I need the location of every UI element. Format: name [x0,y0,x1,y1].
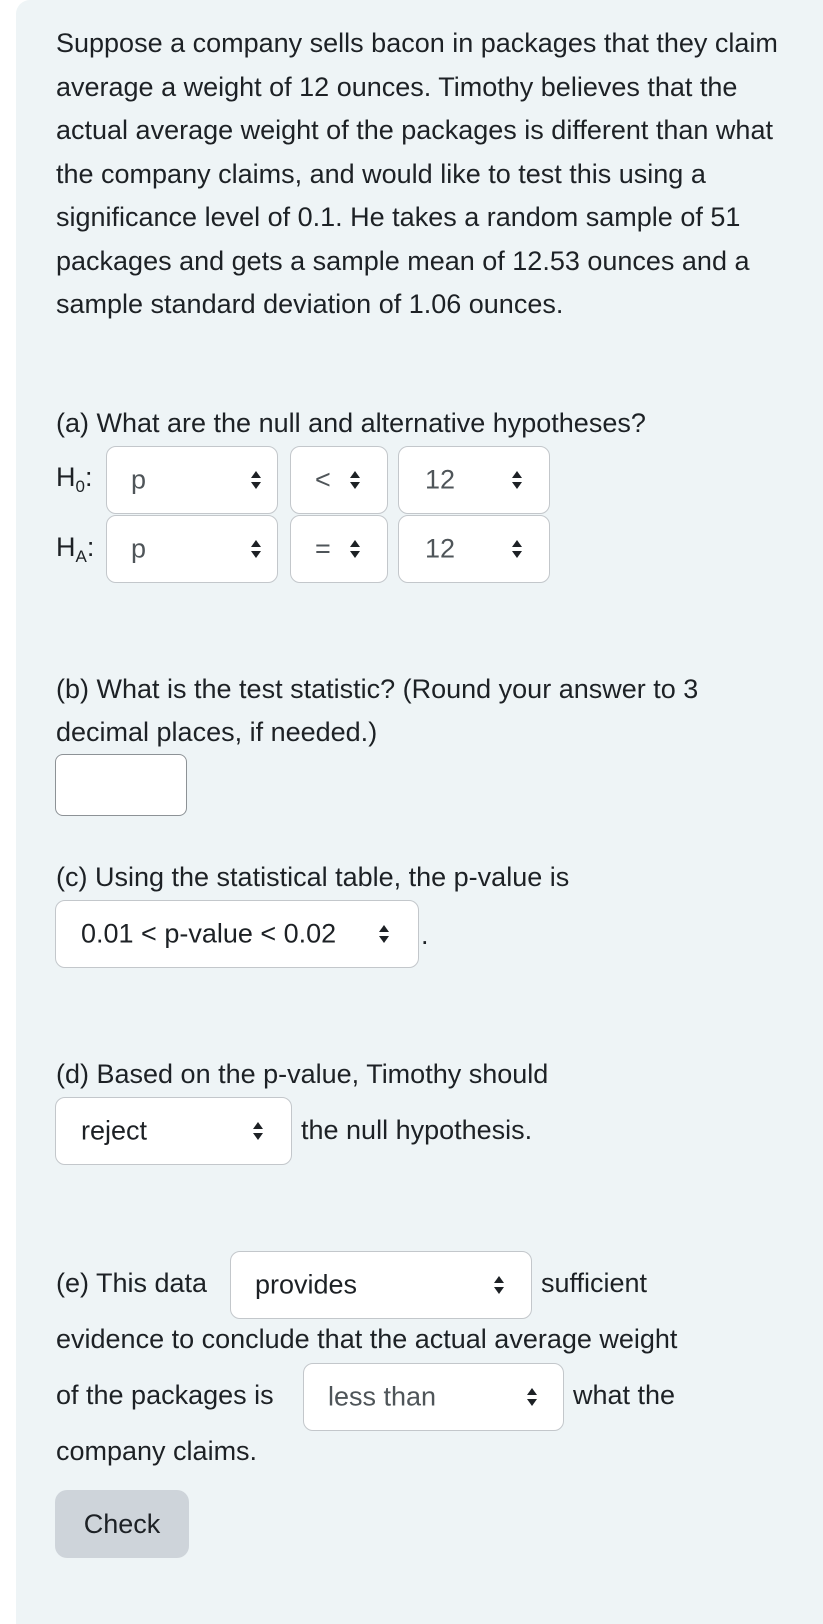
ha-parameter-select[interactable] [106,515,278,583]
evidence-selected: provides [255,1269,358,1300]
h0-operator-select[interactable] [290,446,388,514]
h0-label: $H_0$: [56,462,93,496]
part-c-suffix: . [421,920,429,950]
part-c-prompt: (c) Using the statistical table, the p-value is [56,862,570,892]
decision-select[interactable] [55,1097,292,1165]
ha-value: 12 [425,533,456,564]
part-e-line2: evidence to conclude that the actual average weight [56,1324,678,1354]
up-down-arrows-icon [349,539,361,559]
ha-label: $H_A$: [56,532,95,566]
h0-value: 12 [425,464,456,495]
test-statistic-input[interactable] [55,754,187,816]
evidence-select[interactable] [230,1251,532,1319]
part-a-prompt: (a) What are the null and alternative hypotheses? [56,408,646,438]
part-d-suffix: the null hypothesis. [301,1115,533,1145]
part-e-line3-suffix: what the [573,1380,676,1410]
up-down-arrows-icon [250,470,262,490]
up-down-arrows-icon [250,539,262,559]
part-e-line3-prefix: of the packages is [56,1380,274,1410]
h0-value-select[interactable] [398,446,550,514]
check-button[interactable]: Check [55,1490,189,1558]
h0-parameter-value: p [131,464,147,495]
up-down-arrows-icon [511,539,523,559]
direction-select[interactable] [303,1363,564,1431]
part-e-line4: company claims. [56,1436,258,1466]
h0-operator-value: < [315,464,331,495]
ha-parameter-value: p [131,533,147,564]
part-b-prompt-line2: decimal places, if needed.) [56,717,378,747]
ha-operator-value: = [315,533,331,564]
part-e-middle: sufficient [541,1268,648,1298]
up-down-arrows-icon [511,470,523,490]
direction-selected: less than [328,1381,437,1412]
up-down-arrows-icon [252,1121,264,1141]
question-text: Suppose a company sells bacon in packages that they claim average a weight of 12 ounces. Timothy believes that the actual average weight of the packages is different than what the company claims, and would like to test this using a significance level of 0.1. He takes a random sample of 51 packages and gets a sample mean of 12.53 ounces and a sample standard deviation of 1.06 ounces. [56,28,778,319]
ha-value-select[interactable] [398,515,550,583]
part-b-prompt-line1: (b) What is the test statistic? (Round your answer to 3 [56,674,699,704]
up-down-arrows-icon [526,1387,538,1407]
up-down-arrows-icon [378,924,390,944]
part-e-prefix: (e) This data [56,1268,208,1298]
up-down-arrows-icon [349,470,361,490]
up-down-arrows-icon [493,1275,505,1295]
p-value-selected: 0.01 < p-value < 0.02 [81,918,337,949]
decision-selected: reject [81,1115,148,1146]
h0-parameter-select[interactable] [106,446,278,514]
ha-operator-select[interactable] [290,515,388,583]
p-value-select[interactable] [55,900,419,968]
part-d-prompt: (d) Based on the p-value, Timothy should [56,1059,549,1089]
